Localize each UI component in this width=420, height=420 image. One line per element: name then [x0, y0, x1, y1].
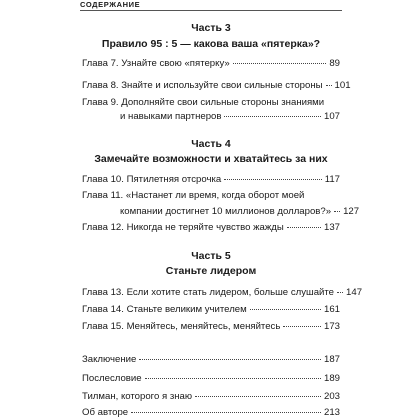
- toc-entry: [82, 287, 363, 299]
- toc-entry: [82, 304, 340, 316]
- toc-entry: [82, 321, 340, 333]
- part-5-title: Станьте лидером: [165, 265, 257, 277]
- toc-entry-back: [82, 354, 340, 366]
- entry-page: 127: [343, 206, 360, 217]
- running-head: СОДЕРЖАНИЕ: [80, 0, 141, 9]
- entry-label: Глава 7. Узнайте свою «пятерку»: [82, 58, 230, 69]
- toc-entry-back: [82, 391, 340, 403]
- entry-label: Заключение: [82, 354, 137, 365]
- toc-entry: [120, 206, 360, 218]
- toc-entry-back: [82, 407, 340, 419]
- dot-leader: [250, 309, 321, 310]
- entry-label-line1: Глава 9. Дополняйте свои сильные стороны знаниями: [82, 97, 325, 108]
- entry-page: 213: [323, 407, 340, 418]
- dot-leader: [283, 326, 321, 327]
- header-rule: [80, 10, 342, 11]
- dot-leader: [287, 227, 321, 228]
- dot-leader: [224, 179, 322, 180]
- entry-label-line2: компании достигнет 10 миллионов долларов?»: [120, 206, 332, 217]
- dot-leader: [131, 412, 321, 413]
- entry-page: 101: [334, 80, 351, 91]
- entry-label: Глава 14. Станьте великим учителем: [82, 304, 247, 315]
- entry-label: Глава 13. Если хотите стать лидером, больше слушайте: [82, 287, 335, 298]
- entry-label-line1: Глава 11. «Настанет ли время, когда оборот моей: [82, 190, 305, 201]
- dot-leader: [337, 292, 343, 293]
- entry-page: 189: [323, 373, 340, 384]
- toc-entry: [82, 174, 340, 186]
- dot-leader: [224, 116, 321, 117]
- entry-label: Глава 8. Знайте и используйте свои сильные стороны: [82, 80, 323, 91]
- entry-label: Тилман, которого я знаю: [82, 391, 193, 402]
- entry-page: 107: [323, 111, 340, 122]
- part-4-label: Часть 4: [191, 138, 231, 150]
- dot-leader: [145, 378, 321, 379]
- dot-leader: [195, 396, 321, 397]
- entry-page: 203: [323, 391, 340, 402]
- part-3-label: Часть 3: [191, 22, 231, 34]
- entry-page: 137: [323, 222, 340, 233]
- entry-label: Послесловие: [82, 373, 142, 384]
- entry-page: 117: [324, 174, 340, 185]
- entry-label: Глава 10. Пятилетняя отсрочка: [82, 174, 222, 185]
- toc-entry: [82, 58, 340, 70]
- dot-leader: [139, 359, 321, 360]
- toc-entry-back: [82, 373, 340, 385]
- part-3-title: Правило 95 : 5 — какова ваша «пятерка»?: [101, 38, 321, 50]
- dot-leader: [326, 85, 332, 86]
- entry-label: Глава 12. Никогда не теряйте чувство жажды: [82, 222, 284, 233]
- entry-page: 173: [323, 321, 340, 332]
- toc-entry: [82, 80, 351, 92]
- toc-entry: [82, 222, 340, 234]
- dot-leader: [334, 211, 340, 212]
- entry-label-line2: и навыками партнеров: [120, 111, 222, 122]
- entry-page: 89: [329, 58, 340, 69]
- dot-leader: [233, 63, 327, 64]
- toc-entry: [120, 111, 340, 123]
- entry-label: Глава 15. Меняйтесь, меняйтесь, меняйтесь: [82, 321, 281, 332]
- entry-label: Об авторе: [82, 407, 129, 418]
- entry-page: 147: [346, 287, 363, 298]
- entry-page: 187: [323, 354, 340, 365]
- part-5-label: Часть 5: [191, 250, 231, 262]
- part-4-title: Замечайте возможности и хватайтесь за них: [94, 153, 328, 165]
- entry-page: 161: [323, 304, 340, 315]
